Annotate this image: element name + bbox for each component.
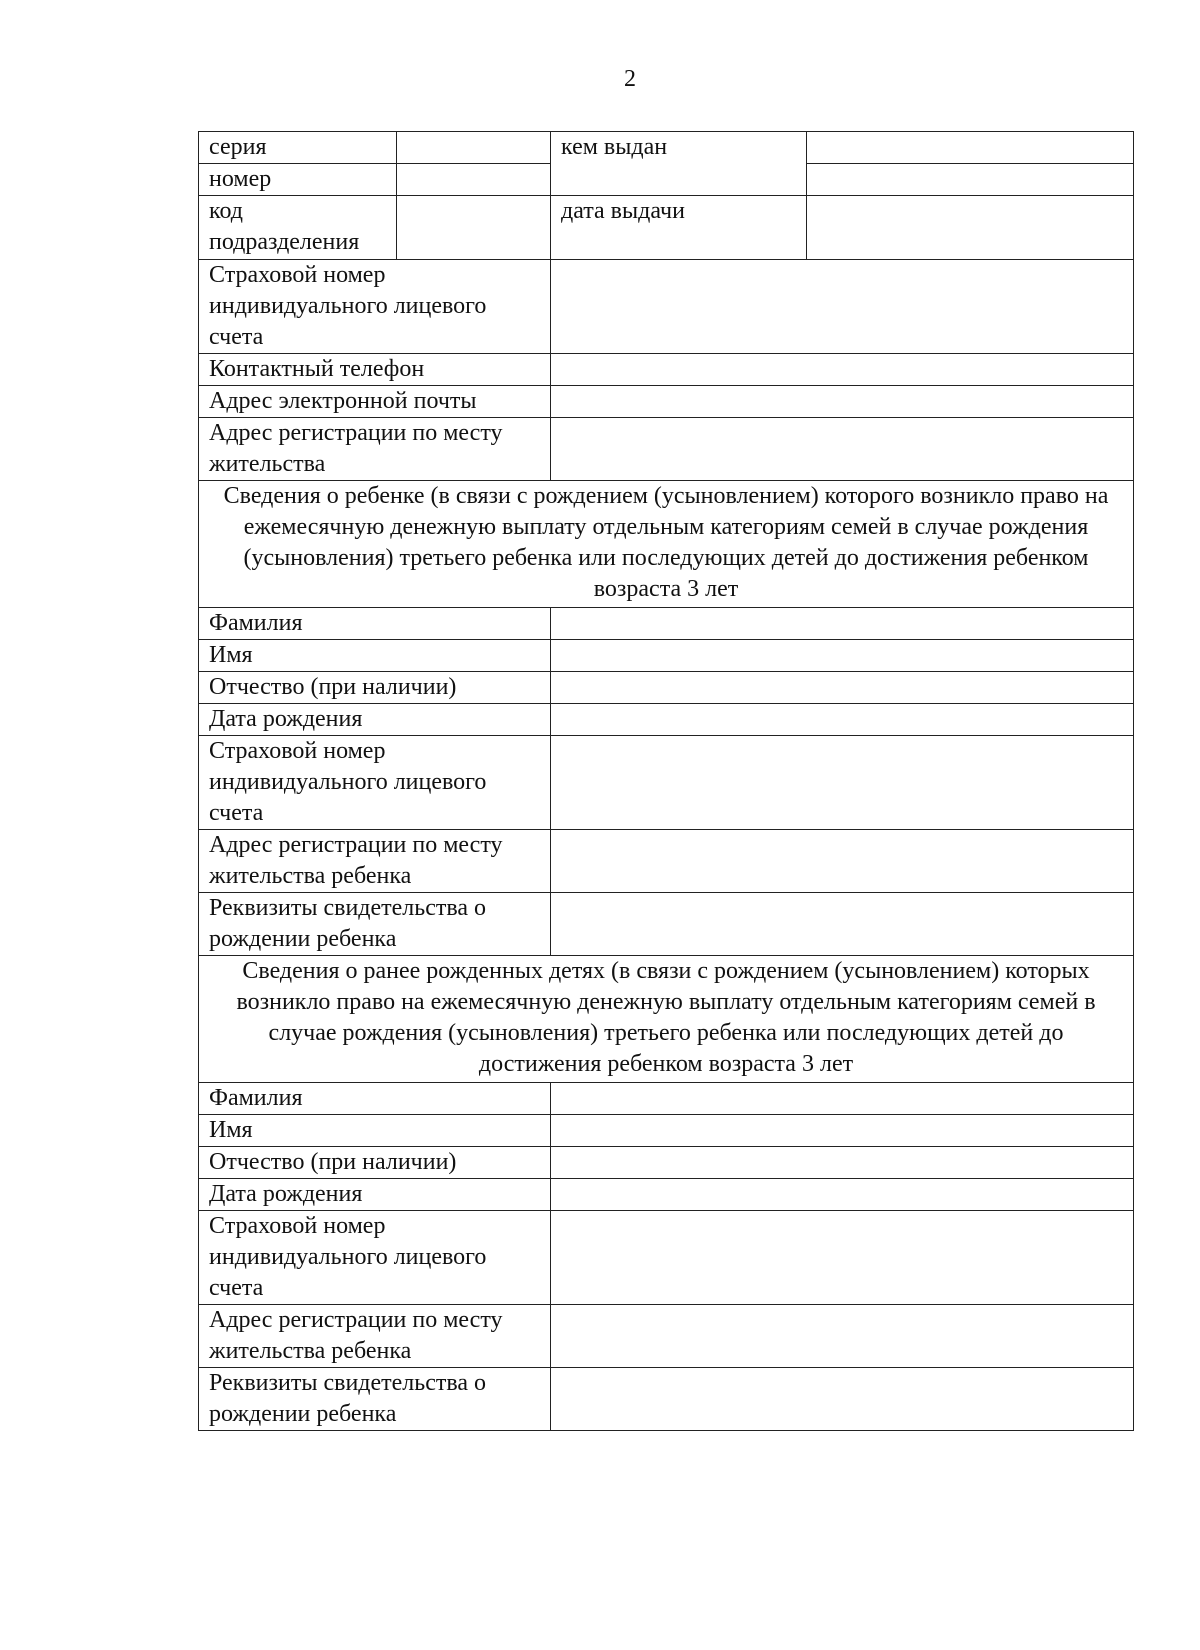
prev-child-row <box>199 1147 1134 1179</box>
applicant-email-label: Адрес электронной почты <box>199 386 551 418</box>
applicant-row <box>199 386 1134 418</box>
child-patronymic-label: Отчество (при наличии) <box>199 672 551 704</box>
prev-child-row <box>199 1083 1134 1115</box>
child-section-heading: Сведения о ребенке (в связи с рождением (усыновлением) которого возникло право на ежемесячную денежную выплату отдельным категориям семей в случае рождения (усыновления) третьего ребенка или последующих детей до достижения ребенком возраста 3 лет <box>199 481 1134 608</box>
prev-child-name-field[interactable] <box>551 1115 1134 1147</box>
applicant-address-field[interactable] <box>551 418 1134 481</box>
page-number: 2 <box>624 66 636 92</box>
prev-child-snils-label: Страховой номер индивидуального лицевого счета <box>199 1211 551 1305</box>
child-surname-field[interactable] <box>551 608 1134 640</box>
prev-children-heading-row <box>199 956 1134 1083</box>
passport-series-field[interactable] <box>397 132 551 164</box>
child-row <box>199 704 1134 736</box>
prev-child-name-label: Имя <box>199 1115 551 1147</box>
prev-child-row <box>199 1368 1134 1431</box>
prev-child-certificate-field[interactable] <box>551 1368 1134 1431</box>
prev-child-row <box>199 1179 1134 1211</box>
child-row <box>199 830 1134 893</box>
passport-issued-by-label: кем выдан <box>551 132 807 196</box>
child-row <box>199 640 1134 672</box>
passport-number-field[interactable] <box>397 164 551 196</box>
passport-number-label: номер <box>199 164 397 196</box>
child-surname-label: Фамилия <box>199 608 551 640</box>
applicant-address-label: Адрес регистрации по месту жительства <box>199 418 551 481</box>
child-snils-label: Страховой номер индивидуального лицевого счета <box>199 736 551 830</box>
child-address-label: Адрес регистрации по месту жительства ребенка <box>199 830 551 893</box>
passport-series-row <box>199 132 1134 164</box>
prev-child-snils-field[interactable] <box>551 1211 1134 1305</box>
prev-child-patronymic-label: Отчество (при наличии) <box>199 1147 551 1179</box>
prev-child-address-label: Адрес регистрации по месту жительства ребенка <box>199 1305 551 1368</box>
child-section-heading-row <box>199 481 1134 608</box>
child-row <box>199 608 1134 640</box>
passport-issue-date-field[interactable] <box>807 196 1134 260</box>
passport-code-row <box>199 196 1134 260</box>
child-certificate-field[interactable] <box>551 893 1134 956</box>
child-row <box>199 893 1134 956</box>
child-name-field[interactable] <box>551 640 1134 672</box>
passport-series-label: серия <box>199 132 397 164</box>
child-patronymic-field[interactable] <box>551 672 1134 704</box>
prev-child-surname-label: Фамилия <box>199 1083 551 1115</box>
prev-child-surname-field[interactable] <box>551 1083 1134 1115</box>
passport-issued-by-field-2[interactable] <box>807 164 1134 196</box>
prev-child-patronymic-field[interactable] <box>551 1147 1134 1179</box>
child-address-field[interactable] <box>551 830 1134 893</box>
passport-issue-date-label: дата выдачи <box>551 196 807 260</box>
prev-child-birthdate-field[interactable] <box>551 1179 1134 1211</box>
application-form-table <box>198 131 1134 1431</box>
child-birthdate-field[interactable] <box>551 704 1134 736</box>
prev-child-row <box>199 1305 1134 1368</box>
prev-child-birthdate-label: Дата рождения <box>199 1179 551 1211</box>
child-snils-field[interactable] <box>551 736 1134 830</box>
child-row <box>199 672 1134 704</box>
child-certificate-label: Реквизиты свидетельства о рождении ребенка <box>199 893 551 956</box>
prev-child-row <box>199 1115 1134 1147</box>
child-row <box>199 736 1134 830</box>
applicant-phone-label: Контактный телефон <box>199 354 551 386</box>
applicant-row <box>199 418 1134 481</box>
applicant-snils-label: Страховой номер индивидуального лицевого счета <box>199 260 551 354</box>
prev-children-section-heading: Сведения о ранее рожденных детях (в связи с рождением (усыновлением) которых возникло право на ежемесячную денежную выплату отдельным категориям семей в случае рождения (усыновления) третьего ребенка или последующих детей до достижения ребенком возраста 3 лет <box>199 956 1134 1083</box>
applicant-email-field[interactable] <box>551 386 1134 418</box>
passport-issued-by-field-1[interactable] <box>807 132 1134 164</box>
applicant-snils-field[interactable] <box>551 260 1134 354</box>
applicant-row <box>199 354 1134 386</box>
child-birthdate-label: Дата рождения <box>199 704 551 736</box>
prev-child-certificate-label: Реквизиты свидетельства о рождении ребенка <box>199 1368 551 1431</box>
passport-division-code-field[interactable] <box>397 196 551 260</box>
applicant-phone-field[interactable] <box>551 354 1134 386</box>
passport-division-code-label: код подразделения <box>199 196 397 260</box>
applicant-row <box>199 260 1134 354</box>
prev-child-address-field[interactable] <box>551 1305 1134 1368</box>
prev-child-row <box>199 1211 1134 1305</box>
child-name-label: Имя <box>199 640 551 672</box>
